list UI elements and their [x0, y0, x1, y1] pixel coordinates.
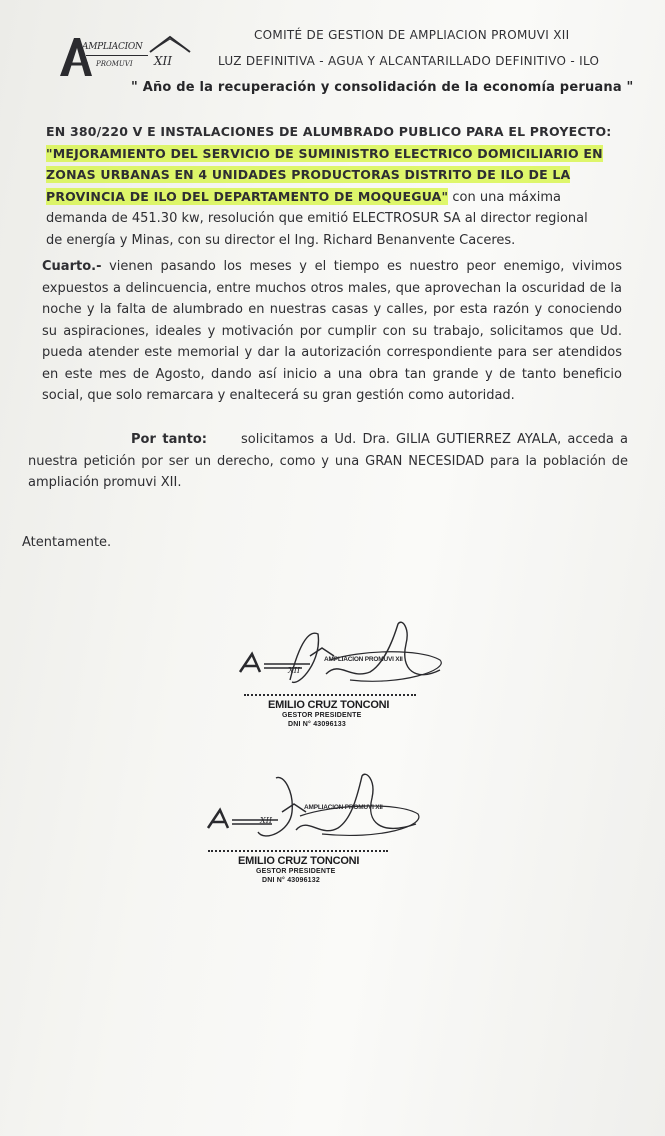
- signer-2-dni: DNI N° 43096132: [262, 877, 320, 884]
- house-icon: [148, 34, 192, 56]
- stamp-2-roman: XII: [260, 816, 273, 825]
- slogan: " Año de la recuperación y consolidación de la economía peruana ": [131, 80, 634, 95]
- signer-2-name: EMILIO CRUZ TONCONI: [238, 855, 360, 867]
- p1-line2: "MEJORAMIENTO DEL SERVICIO DE SUMINISTRO ELECTRICO DOMICILIARIO EN: [46, 145, 603, 161]
- logo-roman: XII: [154, 54, 173, 68]
- signature-block-1: [230, 620, 460, 740]
- subject-line: LUZ DEFINITIVA - AGUA Y ALCANTARILLADO DEFINITIVO - ILO: [218, 54, 600, 68]
- header-logo: [58, 34, 198, 80]
- closing: Atentamente.: [22, 535, 112, 550]
- logo-line1: AMPLIACION: [82, 42, 143, 52]
- p1-line4a: PROVINCIA DE ILO DEL DEPARTAMENTO DE MOQUEGUA": [46, 188, 449, 204]
- stamp-1-roman: XII: [288, 666, 301, 675]
- logo-line2: PROMUVI: [96, 60, 133, 68]
- paragraph-por-tanto: [28, 429, 628, 494]
- p1-line6: de energía y Minas, con su director el Ing. Richard Benanvente Caceres.: [46, 232, 516, 248]
- stamp-1-text: AMPLIACION PROMUVI XII: [324, 656, 403, 663]
- por-tanto-label: Por tanto:: [131, 432, 207, 447]
- p1-line4b: con una máxima: [448, 189, 562, 205]
- paragraph-cuarto: [42, 256, 622, 407]
- signature-block-2: [204, 772, 444, 894]
- signer-1-dni: DNI N° 43096133: [288, 721, 346, 728]
- p1-line1: EN 380/220 V E INSTALACIONES DE ALUMBRADO PUBLICO PARA EL PROYECTO:: [46, 124, 612, 139]
- p1-line3: ZONAS URBANAS EN 4 UNIDADES PRODUCTORAS DISTRITO DE ILO DE LA: [46, 167, 571, 182]
- por-tanto-text: solicitamos a Ud. Dra. GILIA GUTIERREZ AYALA, acceda a nuestra petición por ser un derecho, como y una GRAN NECESIDAD para la población de ampliación promuvi XII.: [28, 432, 628, 490]
- signature-2-stamp: [204, 772, 444, 854]
- signer-2-role: GESTOR PRESIDENTE: [256, 868, 336, 875]
- logo-a-icon: [58, 34, 94, 78]
- signer-1-role: GESTOR PRESIDENTE: [282, 712, 362, 719]
- p1-line5: demanda de 451.30 kw, resolución que emitió ELECTROSUR SA al director regional: [46, 211, 588, 226]
- stamp-2-text: AMPLIACION PROMUVI XII: [304, 804, 383, 811]
- committee-title: COMITÉ DE GESTION DE AMPLIACION PROMUVI XII: [254, 28, 570, 42]
- paragraph-project: [46, 121, 616, 251]
- signer-1-name: EMILIO CRUZ TONCONI: [268, 699, 390, 711]
- cuarto-label: Cuarto.-: [42, 259, 102, 274]
- cuarto-text: vienen pasando los meses y el tiempo es nuestro peor enemigo, vivimos expuestos a delincuencia, entre muchos otros males, que aprovechan la oscuridad de la noche y la falta de alumbrado en nuestras casas y calles, por esta razón y conociendo su aspiraciones, ideales y motivación por cumplir con su trabajo, solicitamos que Ud. pueda atender este memorial y dar la autorización correspondiente para ser atendidos en este mes de Agosto, dando así inicio a una obra tan grande y de tanto beneficio social, que solo remarcara y enaltecerá su gran gestión como autoridad.: [42, 259, 622, 403]
